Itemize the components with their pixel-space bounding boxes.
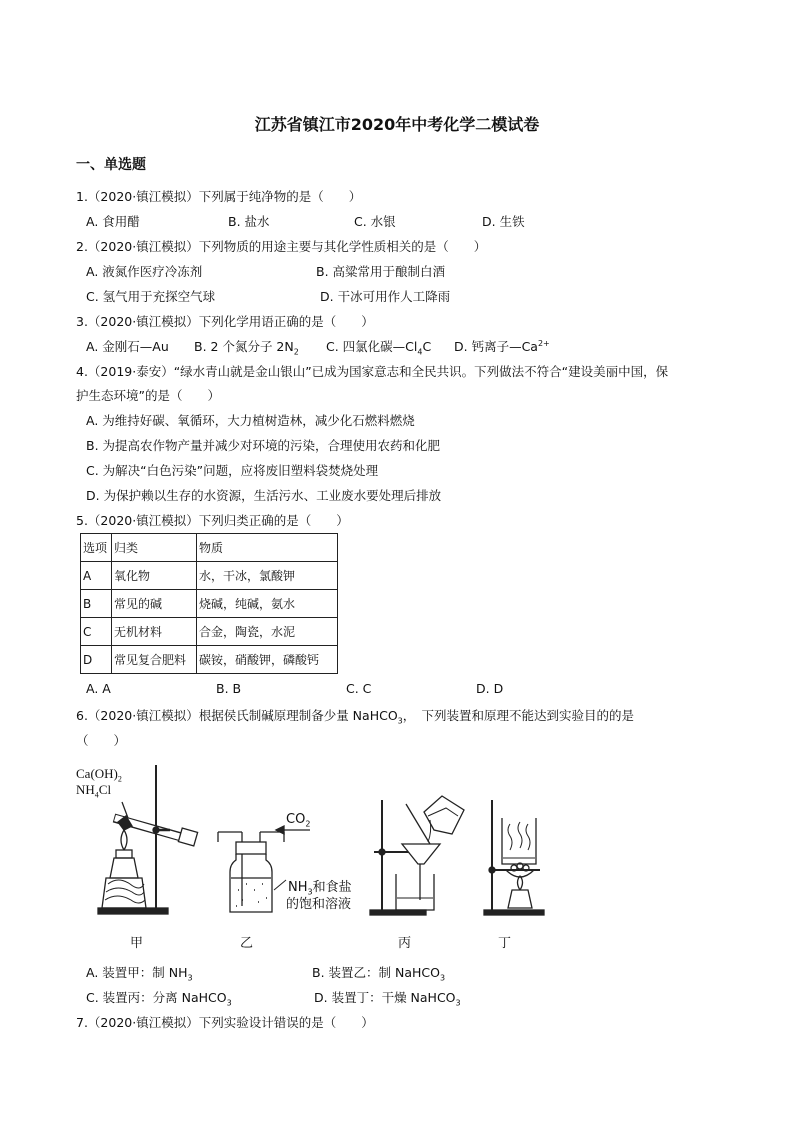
q3-option-a: A. 金刚石—Au [86,339,169,354]
q2-option-b: B. 高粱常用于酿制白酒 [316,264,446,279]
apparatus-label-yi: 乙 [240,936,254,951]
table-cell: 合金，陶瓷，水泥 [197,618,338,646]
table-cell: 常见的碱 [112,590,197,618]
table-row [81,590,338,618]
q4-option-a: A. 为维持好碳、氧循环，大力植树造林，减少化石燃料燃烧 [86,413,415,428]
question-5-stem: 5.（2020·镇江模拟）下列归类正确的是（ ） [76,513,349,528]
q4-option-c: C. 为解决“白色污染”问题，应将废旧塑料袋焚烧处理 [86,463,379,478]
table-cell: 物质 [197,534,338,562]
apparatus-jia [98,765,198,914]
apparatus-label-jia: 甲 [130,936,144,951]
q5-option-d: D. D [476,681,504,696]
question-2-stem: 2.（2020·镇江模拟）下列物质的用途主要与其化学性质相关的是（ ） [76,239,487,254]
table-header-row [81,534,338,562]
table-cell: 烧碱，纯碱，氨水 [197,590,338,618]
q1-option-a: A. 食用醋 [86,214,140,229]
solution-label-2: 的饱和溶液 [286,897,352,912]
table-row [81,618,338,646]
reagent-label-2: $NH_4Cl$ [76,782,112,800]
table-cell: 无机材料 [112,618,197,646]
table-cell: 碳铵，硝酸钾，磷酸钙 [197,646,338,674]
q2-option-a: A. 液氮作医疗冷冻剂 [86,264,203,279]
table-cell: C [81,618,112,646]
question-3-stem: 3.（2020·镇江模拟）下列化学用语正确的是（ ） [76,314,374,329]
question-6-stem: 6.（2020·镇江模拟）根据侯氏制碱原理制备少量 NaHCO$_3$， 下列装置和原理不能达到实验目的的是 [76,708,635,726]
question-4-stem-cont: 护生态环境”的是（ ） [76,388,220,403]
q3-option-b: B. 2 个氮分子 $2N_2$ [194,339,299,357]
apparatus-bing [370,796,464,915]
q2-option-c: C. 氢气用于充探空气球 [86,289,216,304]
table-cell: D [81,646,112,674]
q6-option-a: A. 装置甲：制 $NH_3$ [86,965,193,983]
q4-option-b: B. 为提高农作物产量并减少对环境的污染，合理使用农药和化肥 [86,438,441,453]
q6-option-c: C. 装置丙：分离 NaHCO$_3$ [86,990,232,1008]
table-row [81,646,338,674]
question-4-stem: 4.（2019·泰安）“绿水青山就是金山银山”已成为国家意志和全民共识。下列做法不符合“建设美丽中国，保 [76,364,669,379]
table-cell: 常见复合肥料 [112,646,197,674]
gas-label: $CO_2$ [286,812,311,829]
q3-option-d: D. 钙离子$—Ca^{2+}$ [454,338,550,354]
solution-label-1: $NH_3$和食盐 [288,880,352,897]
q2-option-d: D. 干冰可用作人工降雨 [320,289,451,304]
table-cell: 选项 [81,534,112,562]
q3-option-c: C. 四氯化碳$—Cl_4C$ [326,339,432,357]
table-row [81,562,338,590]
table-cell: 归类 [112,534,197,562]
q5-option-b: B. B [216,681,242,696]
apparatus-label-bing: 丙 [398,936,412,951]
table-cell: B [81,590,112,618]
q6-option-b: B. 装置乙：制 NaHCO$_3$ [312,965,446,983]
page-title: 江苏省镇江市2020年中考化学二模试卷 [254,115,540,134]
q1-option-d: D. 生铁 [482,214,525,229]
section-heading: 一、单选题 [76,157,146,173]
q4-option-d: D. 为保护赖以生存的水资源，生活污水、工业废水要处理后排放 [86,488,442,503]
classification-table [80,533,338,674]
q6-option-d: D. 装置丁：干燥 NaHCO$_3$ [314,990,461,1008]
q5-option-c: C. C [346,681,372,696]
q1-option-b: B. 盐水 [228,214,270,229]
question-6-stem-cont: （ ） [76,733,127,748]
apparatus-figure [70,760,550,960]
question-1-stem: 1.（2020·镇江模拟）下列属于纯净物的是（ ） [76,189,362,204]
apparatus-ding [484,800,544,915]
q5-option-a: A. A [86,681,111,696]
question-7-stem: 7.（2020·镇江模拟）下列实验设计错误的是（ ） [76,1015,374,1030]
reagent-label-1: $Ca(OH)_2$ [76,766,122,784]
table-cell: A [81,562,112,590]
table-cell: 水，干冰，氯酸钾 [197,562,338,590]
table-cell: 氧化物 [112,562,197,590]
q1-option-c: C. 水银 [354,214,396,229]
apparatus-label-ding: 丁 [498,936,512,951]
